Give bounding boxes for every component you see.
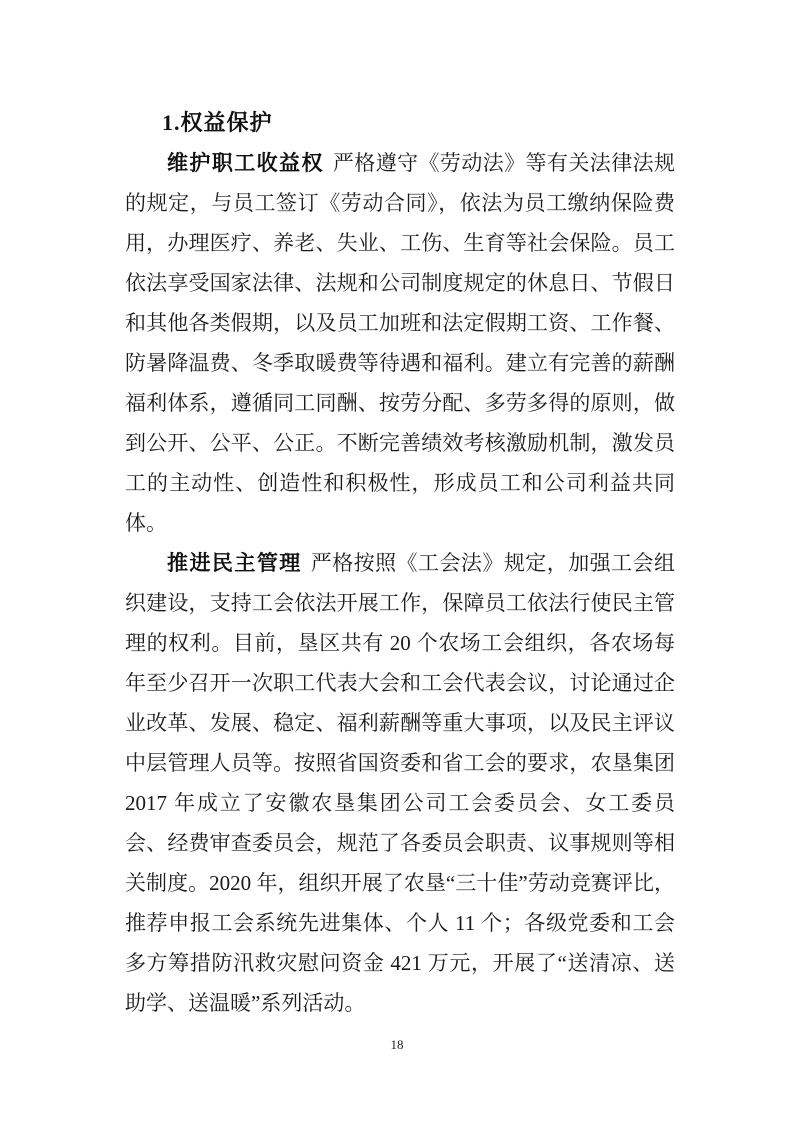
page-content [125, 103, 675, 1023]
paragraph-lead-democratic-management: 推进民主管理 [167, 551, 302, 575]
page-footer [0, 1036, 794, 1054]
paragraph-rights-protection [125, 143, 675, 543]
section-heading: 1.权益保护 [162, 110, 273, 135]
paragraph-lead-income-rights: 维护职工收益权 [167, 151, 324, 175]
paragraph-body-democratic-management: 严格按照《工会法》规定，加强工会组织建设，支持工会依法开展工作，保障员工依法行使民主管理的权利。目前，垦区共有 20 个农场工会组织，各农场每年至少召开一次职工代表大会和工会代表会议，讨论通过企业改革、发展、稳定、福利薪酬等重大事项，以及民主评议中层管理人员等。按照省国资委和省工会的要求，农垦集团 2017 年成立了安徽农垦集团公司工会委员会、女工委员会、经费审查委员会，规范了各委员会职责、议事规则等相关制度。2020 年，组织开展了农垦“三十佳”劳动竞赛评比，推荐申报工会系统先进集体、个人 11 个；各级党委和工会多方筹措防汛救灾慰问资金 421 万元，开展了“送清凉、送助学、送温暖”系列活动。 [125, 551, 676, 1015]
paragraph-democratic-management [125, 543, 675, 1023]
page-number: 18 [390, 1037, 404, 1052]
paragraph-body-income-rights: 严格遵守《劳动法》等有关法律法规的规定，与员工签订《劳动合同》，依法为员工缴纳保险费用，办理医疗、养老、失业、工伤、生育等社会保险。员工依法享受国家法律、法规和公司制度规定的休息日、节假日和其他各类假期，以及员工加班和法定假期工资、工作餐、防暑降温费、冬季取暖费等待遇和福利。建立有完善的薪酬福利体系，遵循同工同酬、按劳分配、多劳多得的原则，做到公开、公平、公正。不断完善绩效考核激励机制，激发员工的主动性、创造性和积极性，形成员工和公司利益共同体。 [125, 151, 676, 535]
